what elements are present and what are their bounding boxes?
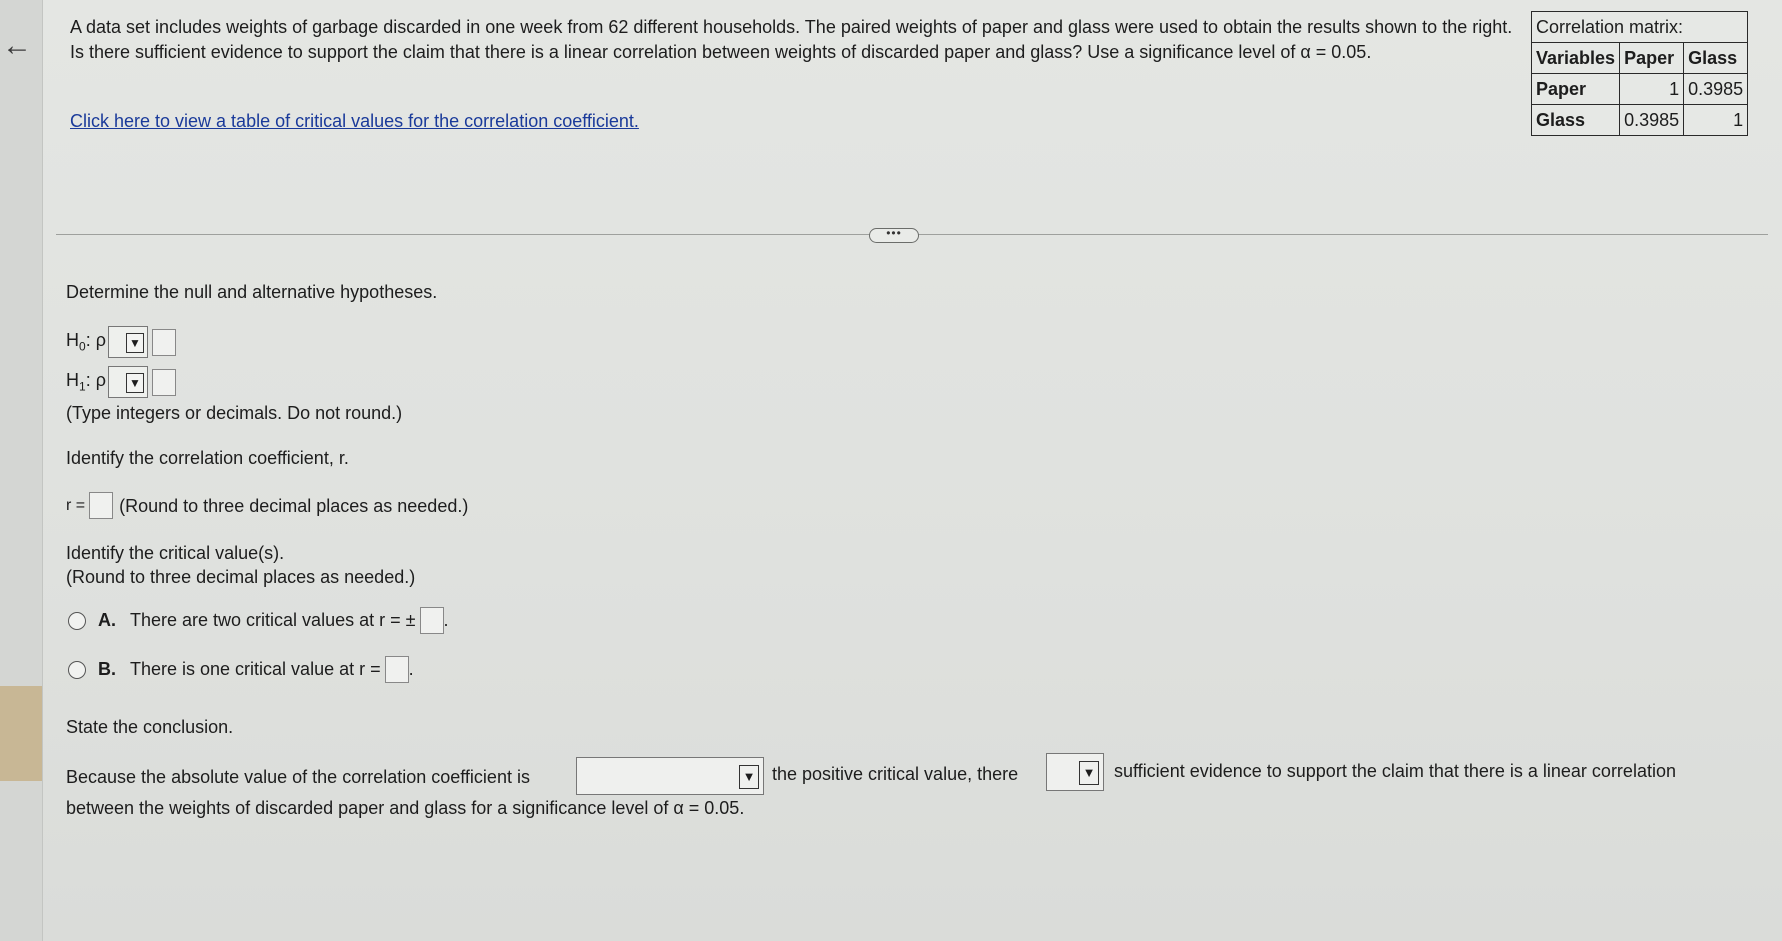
h0-value-input[interactable] [152,329,176,356]
r-label: r = [66,496,86,514]
header-glass: Glass [1684,43,1748,74]
option-b-text: There is one critical value at r = [130,659,381,679]
left-sidebar-strip [0,0,43,941]
option-b-letter: B. [98,659,116,679]
option-b-radio[interactable] [68,661,86,679]
comparison-dropdown[interactable] [576,757,764,795]
h1-value-input[interactable] [152,369,176,396]
row-label: Glass [1532,105,1620,136]
conclusion-part2: the positive critical value, there [772,764,1019,784]
conclusion-instruction: State the conclusion. [66,717,234,737]
correlation-instruction: Identify the correlation coefficient, r. [66,448,349,468]
correlation-matrix-caption: Correlation matrix: [1532,12,1748,43]
null-hypothesis-row [66,326,176,358]
option-b-value-input[interactable] [385,656,409,683]
table-header-row [1532,43,1748,74]
r-rounding-note: (Round to three decimal places as needed.) [119,495,469,516]
back-arrow-icon[interactable]: ← [2,29,32,62]
r-value-input[interactable] [89,492,113,519]
option-a-row[interactable]: A. There are two critical values at r = ± . [68,607,449,634]
cell-value: 1 [1620,74,1684,105]
option-a-letter: A. [98,610,116,630]
cell-value: 1 [1684,105,1748,136]
row-label: Paper [1532,74,1620,105]
header-paper: Paper [1620,43,1684,74]
h1-relation-dropdown[interactable] [108,366,148,398]
cell-value: 0.3985 [1620,105,1684,136]
correlation-answer-row [66,492,468,519]
hypotheses-instruction: Determine the null and alternative hypotheses. [66,282,438,302]
hypotheses-note: (Type integers or decimals. Do not round.) [66,403,403,423]
h0-label: $H_0$: ρ [66,330,106,354]
conclusion-part4: between the weights of discarded paper and glass for a significance level of α = 0.05. [66,798,745,818]
critical-values-link[interactable]: Click here to view a table of critical values for the correlation coefficient. [70,111,639,131]
sidebar-tab-marker [0,686,42,781]
correlation-matrix-table [1531,11,1748,136]
evidence-dropdown[interactable] [1046,753,1104,791]
table-row [1532,74,1748,105]
header-variables: Variables [1532,43,1620,74]
h0-relation-dropdown[interactable] [108,326,148,358]
option-a-radio[interactable] [68,612,86,630]
expand-more-button[interactable]: ••• [869,228,919,243]
conclusion-part3: sufficient evidence to support the claim that there is a linear correlation [1114,761,1676,781]
option-a-value-input[interactable] [420,607,444,634]
dropdown-triangle-icon: ▼ [1079,761,1099,785]
option-a-text: There are two critical values at r = ± [130,610,416,630]
h1-label: $H_1$: ρ [66,370,106,394]
option-b-row[interactable]: B. There is one critical value at r = . [68,656,414,683]
question-text: A data set includes weights of garbage discarded in one week from 62 different households. The paired weights of paper and glass were used to obtain the results shown to the right. Is there sufficient evidence to support the claim that there is a linear correlation between weights of discarded paper and glass? Use a significance level of α = 0.05. [70,17,1513,62]
conclusion-part1: Because the absolute value of the correlation coefficient is [66,767,530,787]
dropdown-triangle-icon: ▼ [126,373,144,393]
critical-instruction: Identify the critical value(s). [66,543,285,563]
critical-note: (Round to three decimal places as needed.) [66,567,416,587]
dropdown-triangle-icon: ▼ [739,765,759,789]
cell-value: 0.3985 [1684,74,1748,105]
table-row [1532,105,1748,136]
dropdown-triangle-icon: ▼ [126,333,144,353]
alternative-hypothesis-row [66,366,176,398]
